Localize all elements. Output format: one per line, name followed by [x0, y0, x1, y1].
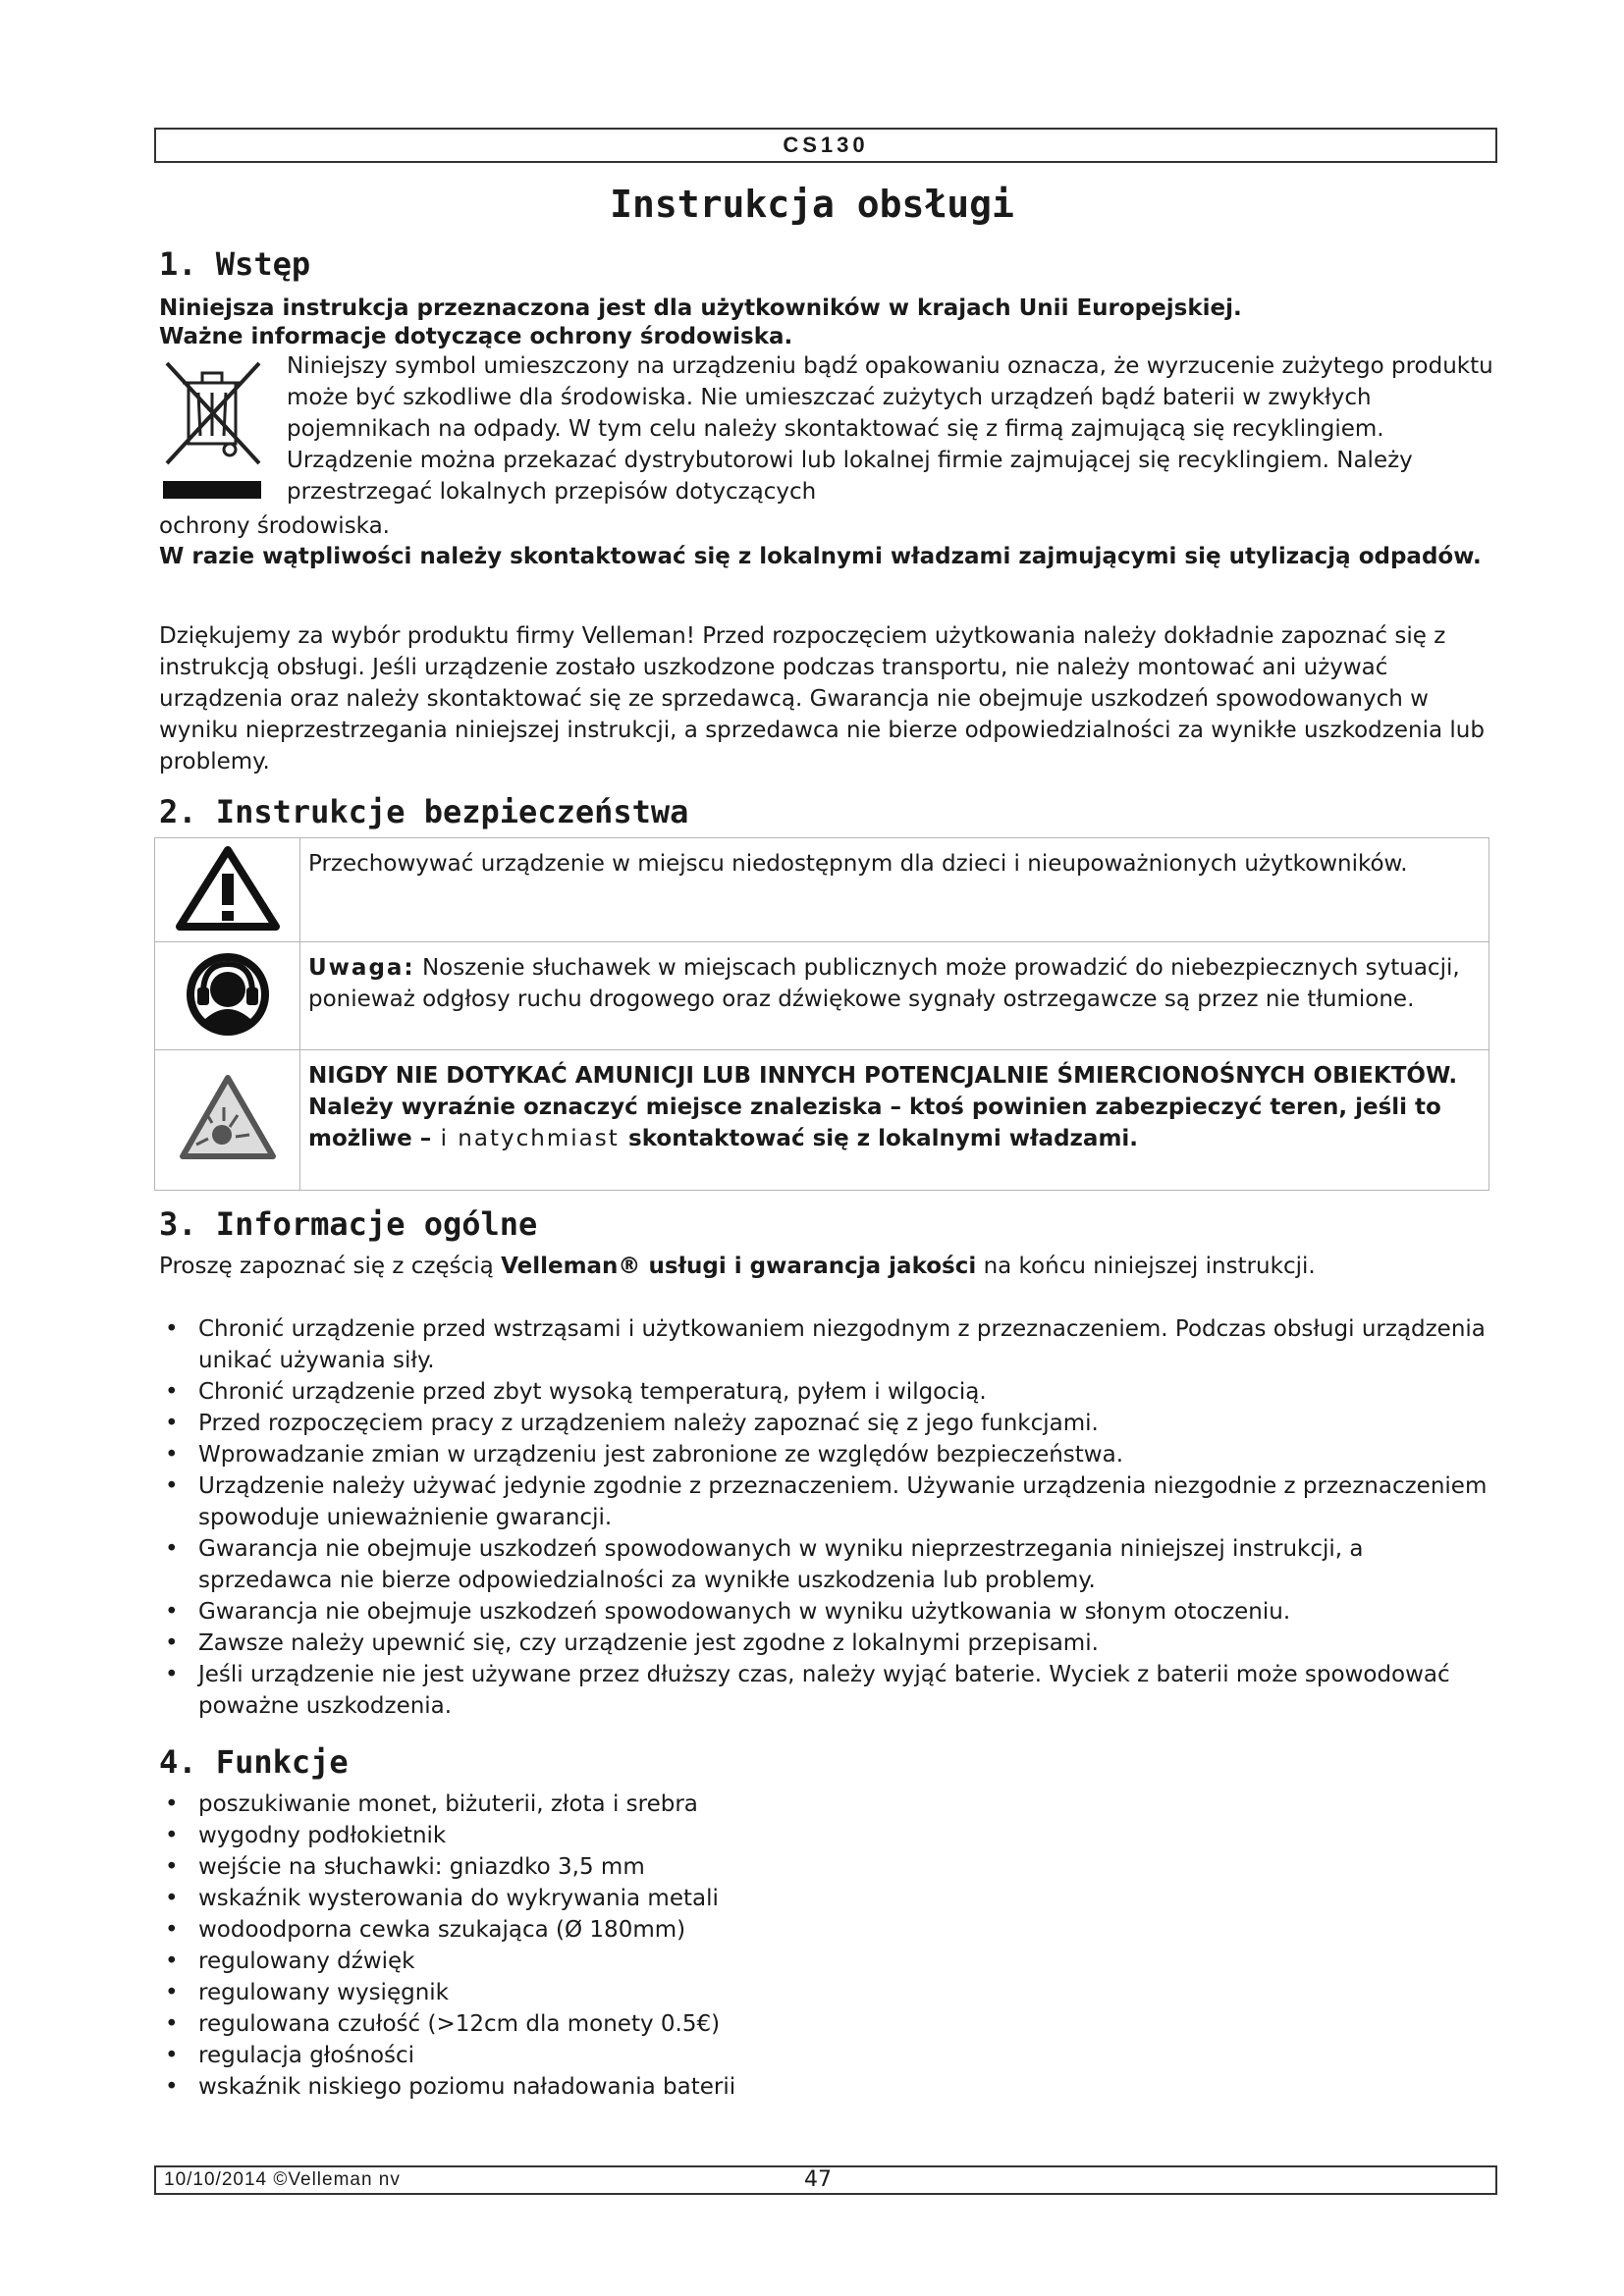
safety-row [155, 942, 1489, 1050]
features-list [159, 1789, 1494, 2103]
list-item: • regulowany dźwięk [159, 1946, 1494, 1977]
general-info-intro: Proszę zapoznać się z częścią Velleman® usługi i gwarancja jakości na końcu niniejszej instrukcji. [159, 1254, 1316, 1279]
weee-text: Niniejszy symbol umieszczony na urządzeniu bądź opakowaniu oznacza, że wyrzucenie zużytego produktu może być szkodliwe dla środowiska. Nie umieszczać zużytych urządzeń bądź baterii w zwykłych pojemnikach na odpady. W tym celu należy skontaktować się z firmą zajmującą się recyklingiem. Urządzenie można przekazać dystrybutorowi lub lokalnej firmie zajmującej się recyklingiem. Należy przestrzegać lokalnych przepisów dotyczących [287, 353, 1493, 505]
page-number: 47 [804, 2167, 832, 2192]
safety-row-2-text: Noszenie słuchawek w miejscach publicznych może prowadzić do niebezpiecznych sytuacji, ponieważ odgłosy ruchu drogowego oraz dźwiękowe sygnały ostrzegawcze są przez nie tłumione. [308, 955, 1460, 1012]
weee-tail: ochrony środowiska. [159, 513, 390, 539]
list-item: • regulacja głośności [159, 2040, 1494, 2071]
safety-row-1-text: Przechowywać urządzenie w miejscu niedostępnym dla dzieci i nieupoważnionych użytkowników. [300, 838, 1489, 942]
list-item: • wejście na słuchawki: gniazdko 3,5 mm [159, 1851, 1494, 1883]
list-item: • Gwarancja nie obejmuje uszkodzeń spowodowanych w wyniku użytkowania w słonym otoczeniu. [159, 1596, 1494, 1628]
immediately-text: i natychmiast [431, 1126, 629, 1151]
section-4-heading: 4. Funkcje [159, 1743, 349, 1781]
section-1-heading: 1. Wstęp [159, 245, 311, 283]
list-item: • Jeśli urządzenie nie jest używane przez dłuższy czas, należy wyjąć baterie. Wyciek z baterii może spowodować poważne uszkodzenia. [159, 1659, 1494, 1722]
list-item: • poszukiwanie monet, biżuterii, złota i srebra [159, 1789, 1494, 1820]
list-item: • wygodny podłokietnik [159, 1820, 1494, 1851]
ammunition-warning: NIGDY NIE DOTYKAĆ AMUNICJI LUB INNYCH POTENCJALNIE ŚMIERCIONOŚNYCH OBIEKTÓW. Należy wyraźnie oznaczyć miejsce znaleziska – ktoś powinien zabezpieczyć teren, jeśli to możliwe – [308, 1063, 1458, 1151]
page-footer [154, 2165, 1497, 2195]
thanks-paragraph: Dziękujemy za wybór produktu firmy Velleman! Przed rozpoczęciem użytkowania należy dokładnie zapoznać się z instrukcją obsługi. Jeśli urządzenie zostało uszkodzone podczas transportu, nie należy montować ani używać urządzenia oraz należy skontaktować się ze sprzedawcą. Gwarancja nie obejmuje uszkodzeń spowodowanych w wyniku nieprzestrzegania niniejszej instrukcji, a sprzedawca nie bierze odpowiedzialności za wynikłe uszkodzenia lub problemy. [159, 623, 1485, 774]
list-item: • regulowana czułość (>12cm dla monety 0.5€) [159, 2008, 1494, 2040]
list-item: • Gwarancja nie obejmuje uszkodzeń spowodowanych w wyniku nieprzestrzegania niniejszej instrukcji, a sprzedawca nie bierze odpowiedzialności za wynikłe uszkodzenia lub problemy. [159, 1533, 1494, 1596]
section-2-heading: 2. Instrukcje bezpieczeństwa [159, 793, 689, 830]
list-item: • wodoodporna cewka szukająca (Ø 180mm) [159, 1914, 1494, 1946]
intro-bold-2: Ważne informacje dotyczące ochrony środowiska. [159, 324, 793, 349]
safety-row [155, 838, 1489, 942]
page-title: Instrukcja obsługi [610, 183, 1014, 226]
doubt-bold: W razie wątpliwości należy skontaktować się z lokalnymi władzami zajmującymi się utylizacją odpadów. [159, 544, 1482, 569]
list-item: • Chronić urządzenie przed wstrząsami i użytkowaniem niezgodnym z przeznaczeniem. Podczas obsługi urządzenia unikać używania siły. [159, 1313, 1494, 1376]
list-item: • Przed rozpoczęciem pracy z urządzeniem należy zapoznać się z jego funkcjami. [159, 1408, 1494, 1439]
contact-authorities: skontaktować się z lokalnymi władzami. [628, 1126, 1139, 1151]
list-item: • Urządzenie należy używać jedynie zgodnie z przeznaczeniem. Używanie urządzenia niezgodnie z przeznaczeniem spowoduje unieważnienie gwarancji. [159, 1470, 1494, 1533]
header-model: CS130 [154, 128, 1497, 163]
weee-bin-icon [159, 355, 267, 503]
list-item: • Zawsze należy upewnić się, czy urządzenie jest zgodne z lokalnymi przepisami. [159, 1628, 1494, 1659]
intro-bold-1: Niniejsza instrukcja przeznaczona jest dla użytkowników w krajach Unii Europejskiej. [159, 295, 1242, 321]
warning-triangle-icon [174, 844, 282, 933]
list-item: • wskaźnik niskiego poziomu naładowania baterii [159, 2071, 1494, 2103]
general-info-list [159, 1313, 1494, 1722]
list-item: • Chronić urządzenie przed zbyt wysoką temperaturą, pyłem i wilgocią. [159, 1376, 1494, 1408]
safety-table [154, 837, 1489, 1191]
list-item: • wskaźnik wysterowania do wykrywania metali [159, 1883, 1494, 1914]
safety-row [155, 1050, 1489, 1191]
section-3-heading: 3. Informacje ogólne [159, 1205, 538, 1243]
explosive-warning-icon [179, 1074, 277, 1162]
service-warranty-link: Velleman® usługi i gwarancja jakości [501, 1254, 977, 1279]
list-item: • regulowany wysięgnik [159, 1977, 1494, 2008]
headphones-mandatory-icon [184, 950, 272, 1039]
list-item: • Wprowadzanie zmian w urządzeniu jest zabronione ze względów bezpieczeństwa. [159, 1439, 1494, 1470]
footer-date-copyright: 10/10/2014 ©Velleman nv [164, 2169, 401, 2190]
attention-label: Uwaga: [308, 955, 415, 981]
